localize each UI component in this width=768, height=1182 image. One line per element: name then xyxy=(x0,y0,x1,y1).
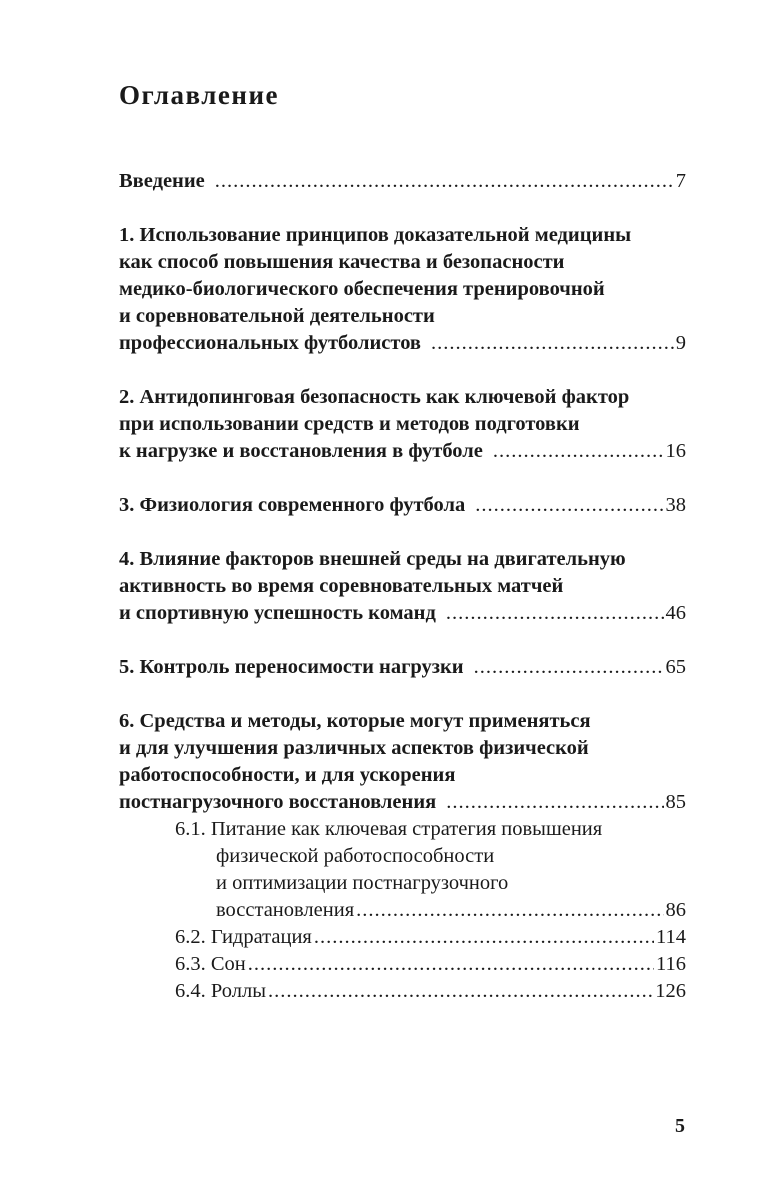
toc-page-number: 86 xyxy=(665,899,686,921)
toc-subentry-title: 6.2. Гидратация xyxy=(175,926,312,948)
toc-entry-line: 2. Антидопинговая безопасность как ключевой фактор xyxy=(119,386,630,408)
toc-subentry-line: восстановления xyxy=(216,899,355,921)
toc-subentry-6-2 xyxy=(119,924,686,951)
toc-entry-last-line xyxy=(119,654,686,681)
page-title: Оглавление xyxy=(119,80,279,110)
toc-page-number: 16 xyxy=(665,440,686,462)
toc-entry-line: медико-биологического обеспечения тренировочной xyxy=(119,278,605,300)
toc-entry-last-line xyxy=(119,168,686,195)
toc-subentry-last-line xyxy=(119,951,686,978)
dot-leader xyxy=(446,789,663,816)
page-number: 5 xyxy=(675,1115,685,1137)
dot-leader xyxy=(356,897,663,924)
toc-page-number: 46 xyxy=(665,602,686,624)
toc-page-number: 9 xyxy=(675,332,686,354)
toc-page-number: 85 xyxy=(665,791,686,813)
toc-entry-chapter-2 xyxy=(119,384,686,465)
toc-entry-chapter-5 xyxy=(119,654,686,681)
toc-page-number: 114 xyxy=(656,926,686,948)
dot-leader xyxy=(215,168,674,195)
toc-subentry-last-line xyxy=(119,978,686,1005)
toc-entry-line: к нагрузке и восстановления в футболе xyxy=(119,440,483,462)
toc-subentry-last-line xyxy=(119,897,686,924)
dot-leader xyxy=(431,330,674,357)
dot-leader xyxy=(268,978,653,1005)
toc-subentry-title: 6.4. Роллы xyxy=(175,980,266,1002)
dot-leader xyxy=(248,951,654,978)
toc-entry-introduction xyxy=(119,168,686,195)
toc-entry-last-line xyxy=(119,492,686,519)
toc-entry-line: 4. Влияние факторов внешней среды на двигательную xyxy=(119,548,626,570)
dot-leader xyxy=(446,600,664,627)
toc-entry-chapter-3 xyxy=(119,492,686,519)
toc-subentry-6-4 xyxy=(119,978,686,1005)
toc-entry-line: и соревновательной деятельности xyxy=(119,305,435,327)
toc-entry-line: 6. Средства и методы, которые могут применяться xyxy=(119,710,591,732)
toc-entry-last-line xyxy=(119,600,686,627)
dot-leader xyxy=(475,492,663,519)
toc-entry-title: Введение xyxy=(119,170,205,192)
toc-entry-line: активность во время соревновательных матчей xyxy=(119,575,564,597)
toc-page-number: 126 xyxy=(655,980,686,1002)
dot-leader xyxy=(493,438,664,465)
dot-leader xyxy=(474,654,664,681)
toc-entry-line: постнагрузочного восстановления xyxy=(119,791,437,813)
toc-entry-line: как способ повышения качества и безопасности xyxy=(119,251,565,273)
toc-entry-chapter-6 xyxy=(119,708,686,1005)
toc-entry-chapter-1 xyxy=(119,222,686,357)
toc-subentry-6-1 xyxy=(119,816,686,924)
toc-subentry-title: 6.3. Сон xyxy=(175,953,246,975)
toc-subentry-last-line xyxy=(119,924,686,951)
toc-page-number: 116 xyxy=(656,953,686,975)
toc-subentry-6-3 xyxy=(119,951,686,978)
toc-entry-line: при использовании средств и методов подготовки xyxy=(119,413,580,435)
toc-entry-line: и для улучшения различных аспектов физической xyxy=(119,737,589,759)
toc-entry-last-line xyxy=(119,438,686,465)
toc-page-number: 38 xyxy=(665,494,686,516)
toc-entry-line: и спортивную успешность команд xyxy=(119,602,436,624)
toc-subsections xyxy=(119,816,686,1005)
toc-entry-last-line xyxy=(119,330,686,357)
table-of-contents xyxy=(119,168,686,1032)
toc-entry-line: профессиональных футболистов xyxy=(119,332,422,354)
toc-entry-title: 5. Контроль переносимости нагрузки xyxy=(119,656,464,678)
toc-subentry-line: и оптимизации постнагрузочного xyxy=(216,872,509,894)
toc-entry-chapter-4 xyxy=(119,546,686,627)
toc-entry-title: 3. Физиология современного футбола xyxy=(119,494,466,516)
toc-entry-last-line xyxy=(119,789,686,816)
toc-entry-line: 1. Использование принципов доказательной медицины xyxy=(119,224,632,246)
toc-page-number: 7 xyxy=(675,170,686,192)
toc-subentry-line: 6.1. Питание как ключевая стратегия повышения xyxy=(175,818,603,840)
toc-page-number: 65 xyxy=(665,656,686,678)
dot-leader xyxy=(314,924,654,951)
toc-subentry-line: физической работоспособности xyxy=(216,845,495,867)
toc-entry-line: работоспособности, и для ускорения xyxy=(119,764,456,786)
